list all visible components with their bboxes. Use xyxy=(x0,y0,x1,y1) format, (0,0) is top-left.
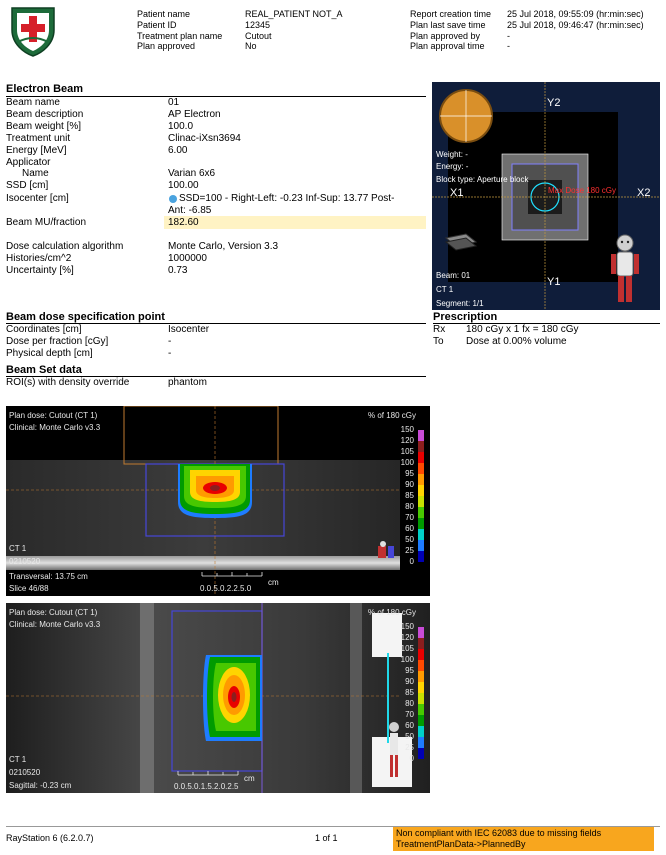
transversal-date: 0210520 xyxy=(9,557,41,566)
sagittal-scale-label: 85 xyxy=(405,688,414,697)
mu-highlight xyxy=(164,216,426,229)
beam-description-label: Beam description xyxy=(6,109,84,120)
to-label: To xyxy=(433,336,444,347)
transversal-ruler xyxy=(202,572,262,576)
transversal-scale-swatch xyxy=(418,485,424,496)
plan-approved-value: No xyxy=(245,41,257,51)
bev-beam: Beam: 01 xyxy=(436,271,471,280)
sagittal-ct: CT 1 xyxy=(9,755,27,764)
transversal-slice: Slice 46/88 xyxy=(9,584,49,593)
bev-y1-label: Y1 xyxy=(547,276,561,288)
sagittal-scale-swatch xyxy=(418,649,424,660)
to-value: Dose at 0.00% volume xyxy=(466,336,567,347)
patient-orientation-icon xyxy=(608,234,642,306)
treatment-unit-value: Clinac-iXsn3694 xyxy=(168,133,241,144)
patient-id-value: 12345 xyxy=(245,20,271,30)
transversal-scale-label: 0 xyxy=(409,557,414,566)
sagittal-scale-label: 70 xyxy=(405,710,414,719)
transversal-scale-label: 60 xyxy=(405,524,414,533)
transversal-scale-labels xyxy=(388,424,414,574)
transversal-scale-swatch xyxy=(418,441,424,452)
mu-value: 182.60 xyxy=(168,217,199,228)
isocenter-value-line1: SSD=100 - Right-Left: -0.23 Inf-Sup: 13.77 Post- xyxy=(179,193,395,204)
hospital-logo xyxy=(6,4,60,58)
bev-x1-label: X1 xyxy=(450,187,464,199)
coordinates-label: Coordinates [cm] xyxy=(6,324,82,335)
sagittal-scale-label: 95 xyxy=(405,666,414,675)
rx-label: Rx xyxy=(433,324,446,335)
transversal-scale-label: 95 xyxy=(405,469,414,478)
transversal-scale-swatch xyxy=(418,430,424,441)
sagittal-scale-swatch xyxy=(418,726,424,737)
bev-energy: Energy: - xyxy=(436,162,469,171)
sagittal-plan-dose: Plan dose: Cutout (CT 1) xyxy=(9,608,98,617)
sagittal-clinical: Clinical: Monte Carlo v3.3 xyxy=(9,620,101,629)
approved-by-value: - xyxy=(507,31,510,41)
transversal-ct: CT 1 xyxy=(9,544,27,553)
plan-name-label: Treatment plan name xyxy=(137,31,223,41)
prescription-title: Prescription xyxy=(433,311,498,323)
sagittal-date: 0210520 xyxy=(9,768,41,777)
histories-value: 1000000 xyxy=(168,253,207,264)
bev-y2-label: Y2 xyxy=(547,97,561,109)
sagittal-scale-swatch xyxy=(418,671,424,682)
transversal-scale-label: 100 xyxy=(400,458,414,467)
transversal-scale-label: 120 xyxy=(400,436,414,445)
last-save-label: Plan last save time xyxy=(410,20,486,30)
approval-time-value: - xyxy=(507,41,510,51)
transversal-ruler-unit: cm xyxy=(268,578,279,587)
footer-page: 1 of 1 xyxy=(315,833,338,843)
patient-name-value: REAL_PATIENT NOT_A xyxy=(245,9,343,19)
sagittal-scale-swatch xyxy=(418,682,424,693)
transversal-image xyxy=(6,406,430,596)
sagittal-scale-title: % of 180 cGy xyxy=(368,608,417,617)
applicator-name-value: Varian 6x6 xyxy=(168,168,216,179)
transversal-scale-label: 85 xyxy=(405,491,414,500)
transversal-scale-swatch xyxy=(418,540,424,551)
sagittal-scale-label: 100 xyxy=(400,655,414,664)
sagittal-ruler-unit: cm xyxy=(244,774,255,783)
beam-set-title: Beam Set data xyxy=(6,364,82,376)
ssd-label: SSD [cm] xyxy=(6,180,49,191)
transversal-scale-label: 50 xyxy=(405,535,414,544)
plan-name-value: Cutout xyxy=(245,31,272,41)
beam-weight-label: Beam weight [%] xyxy=(6,121,82,132)
beam-description-value: AP Electron xyxy=(168,109,221,120)
algorithm-label: Dose calculation algorithm xyxy=(6,241,124,252)
transversal-scale-bar xyxy=(418,430,424,562)
treatment-unit-label: Treatment unit xyxy=(6,133,71,144)
beam-name-label: Beam name xyxy=(6,97,60,108)
report-time-value: 25 Jul 2018, 09:55:09 (hr:min:sec) xyxy=(507,9,644,19)
electron-beam-rule xyxy=(6,96,426,97)
histories-label: Histories/cm^2 xyxy=(6,253,72,264)
bev-ct: CT 1 xyxy=(436,285,454,294)
dose-per-fraction-label: Dose per fraction [cGy] xyxy=(6,336,109,347)
sagittal-scale-label: 150 xyxy=(400,622,414,631)
patient-id-label: Patient ID xyxy=(137,20,177,30)
plan-approved-label: Plan approved xyxy=(137,41,196,51)
beams-eye-view[interactable] xyxy=(432,82,660,310)
sagittal-image xyxy=(6,603,430,793)
last-save-value: 25 Jul 2018, 09:46:47 (hr:min:sec) xyxy=(507,20,644,30)
transversal-scale-swatch xyxy=(418,551,424,562)
sagittal-scale-swatch xyxy=(418,715,424,726)
sagittal-scale-label: 105 xyxy=(400,644,414,653)
applicator-name-label: Name xyxy=(22,168,49,179)
ssd-value: 100.00 xyxy=(168,180,199,191)
sagittal-scale-label: 90 xyxy=(405,677,414,686)
transversal-scale-title: % of 180 cGy xyxy=(368,411,417,420)
sagittal-scale-swatch xyxy=(418,748,424,759)
sagittal-scale-label: 120 xyxy=(400,633,414,642)
warning-line1: Non compliant with IEC 62083 due to missing fields xyxy=(396,828,602,838)
transversal-scale-label: 25 xyxy=(405,546,414,555)
uncertainty-label: Uncertainty [%] xyxy=(6,265,74,276)
transversal-scale-swatch xyxy=(418,474,424,485)
sagittal-scale-label: 80 xyxy=(405,699,414,708)
sagittal-scale-label: 25 xyxy=(405,743,414,752)
roi-override-label: ROI(s) with density override xyxy=(6,377,130,388)
beam-name-value: 01 xyxy=(168,97,180,108)
roi-override-value: phantom xyxy=(168,377,207,388)
isocenter-label: Isocenter [cm] xyxy=(6,193,69,204)
isocenter-value-line2: Ant: -6.85 xyxy=(168,205,212,216)
compliance-warning xyxy=(393,827,654,851)
bev-segment: Segment: 1/1 xyxy=(436,299,484,308)
sagittal-scale-swatch xyxy=(418,737,424,748)
sagittal-scale-label: 60 xyxy=(405,721,414,730)
sagittal-scale-swatch xyxy=(418,693,424,704)
beam-weight-value: 100.0 xyxy=(168,121,194,132)
sagittal-ruler-ticks: 0.0.5.0.1.5.2.0.2.5 xyxy=(174,782,239,791)
report-time-label: Report creation time xyxy=(410,9,492,19)
physical-depth-value: - xyxy=(168,348,172,359)
bev-x2-label: X2 xyxy=(637,187,651,199)
bev-weight: Weight: - xyxy=(436,150,468,159)
transversal-scale-label: 70 xyxy=(405,513,414,522)
approval-time-label: Plan approval time xyxy=(410,41,485,51)
sagittal-scale-swatch xyxy=(418,638,424,649)
warning-line2: TreatmentPlanData->PlannedBy xyxy=(396,839,526,849)
transversal-dose-view[interactable] xyxy=(6,406,430,596)
mu-label: Beam MU/fraction xyxy=(6,217,87,228)
energy-value: 6.00 xyxy=(168,145,188,156)
uncertainty-value: 0.73 xyxy=(168,265,188,276)
dose-per-fraction-value: - xyxy=(168,336,172,347)
transversal-scale-swatch xyxy=(418,529,424,540)
transversal-scale-label: 105 xyxy=(400,447,414,456)
transversal-scale-label: 80 xyxy=(405,502,414,511)
bev-block-type: Block type: Aperture block xyxy=(436,175,529,184)
transversal-scale-swatch xyxy=(418,463,424,474)
sagittal-scale-labels xyxy=(388,621,414,771)
transversal-ruler-ticks: 0.0.5.0.2.2.5.0 xyxy=(200,584,252,593)
applicator-label: Applicator xyxy=(6,157,51,168)
transversal-scale-label: 90 xyxy=(405,480,414,489)
sagittal-dose-view[interactable] xyxy=(6,603,430,793)
sagittal-scale-swatch xyxy=(418,704,424,715)
transversal-clinical: Clinical: Monte Carlo v3.3 xyxy=(9,423,101,432)
algorithm-value: Monte Carlo, Version 3.3 xyxy=(168,241,279,252)
sagittal-scale-label: 50 xyxy=(405,732,414,741)
transversal-scale-swatch xyxy=(418,452,424,463)
transversal-scale-swatch xyxy=(418,518,424,529)
approved-by-label: Plan approved by xyxy=(410,31,481,41)
transversal-plan-dose: Plan dose: Cutout (CT 1) xyxy=(9,411,98,420)
rx-value: 180 cGy x 1 fx = 180 cGy xyxy=(466,324,579,335)
footer-version: RayStation 6 (6.2.0.7) xyxy=(6,833,94,843)
transversal-scale-label: 150 xyxy=(400,425,414,434)
bev-max-dose: Max Dose 180 cGy xyxy=(548,186,617,195)
sagittal-scale-swatch xyxy=(418,660,424,671)
physical-depth-label: Physical depth [cm] xyxy=(6,348,93,359)
transversal-plane: Transversal: 13.75 cm xyxy=(9,572,88,581)
energy-label: Energy [MeV] xyxy=(6,145,67,156)
sagittal-scale-label: 0 xyxy=(409,754,414,763)
transversal-scale-swatch xyxy=(418,507,424,518)
patient-name-label: Patient name xyxy=(137,9,191,19)
transversal-scale-swatch xyxy=(418,496,424,507)
sagittal-scale-swatch xyxy=(418,627,424,638)
coordinates-value: Isocenter xyxy=(168,324,210,335)
dose-spec-title: Beam dose specification point xyxy=(6,311,165,323)
sagittal-plane: Sagittal: -0.23 cm xyxy=(9,781,72,790)
isocenter-dot-icon xyxy=(169,195,177,203)
electron-beam-title: Electron Beam xyxy=(6,83,84,95)
sagittal-scale-bar xyxy=(418,627,424,759)
